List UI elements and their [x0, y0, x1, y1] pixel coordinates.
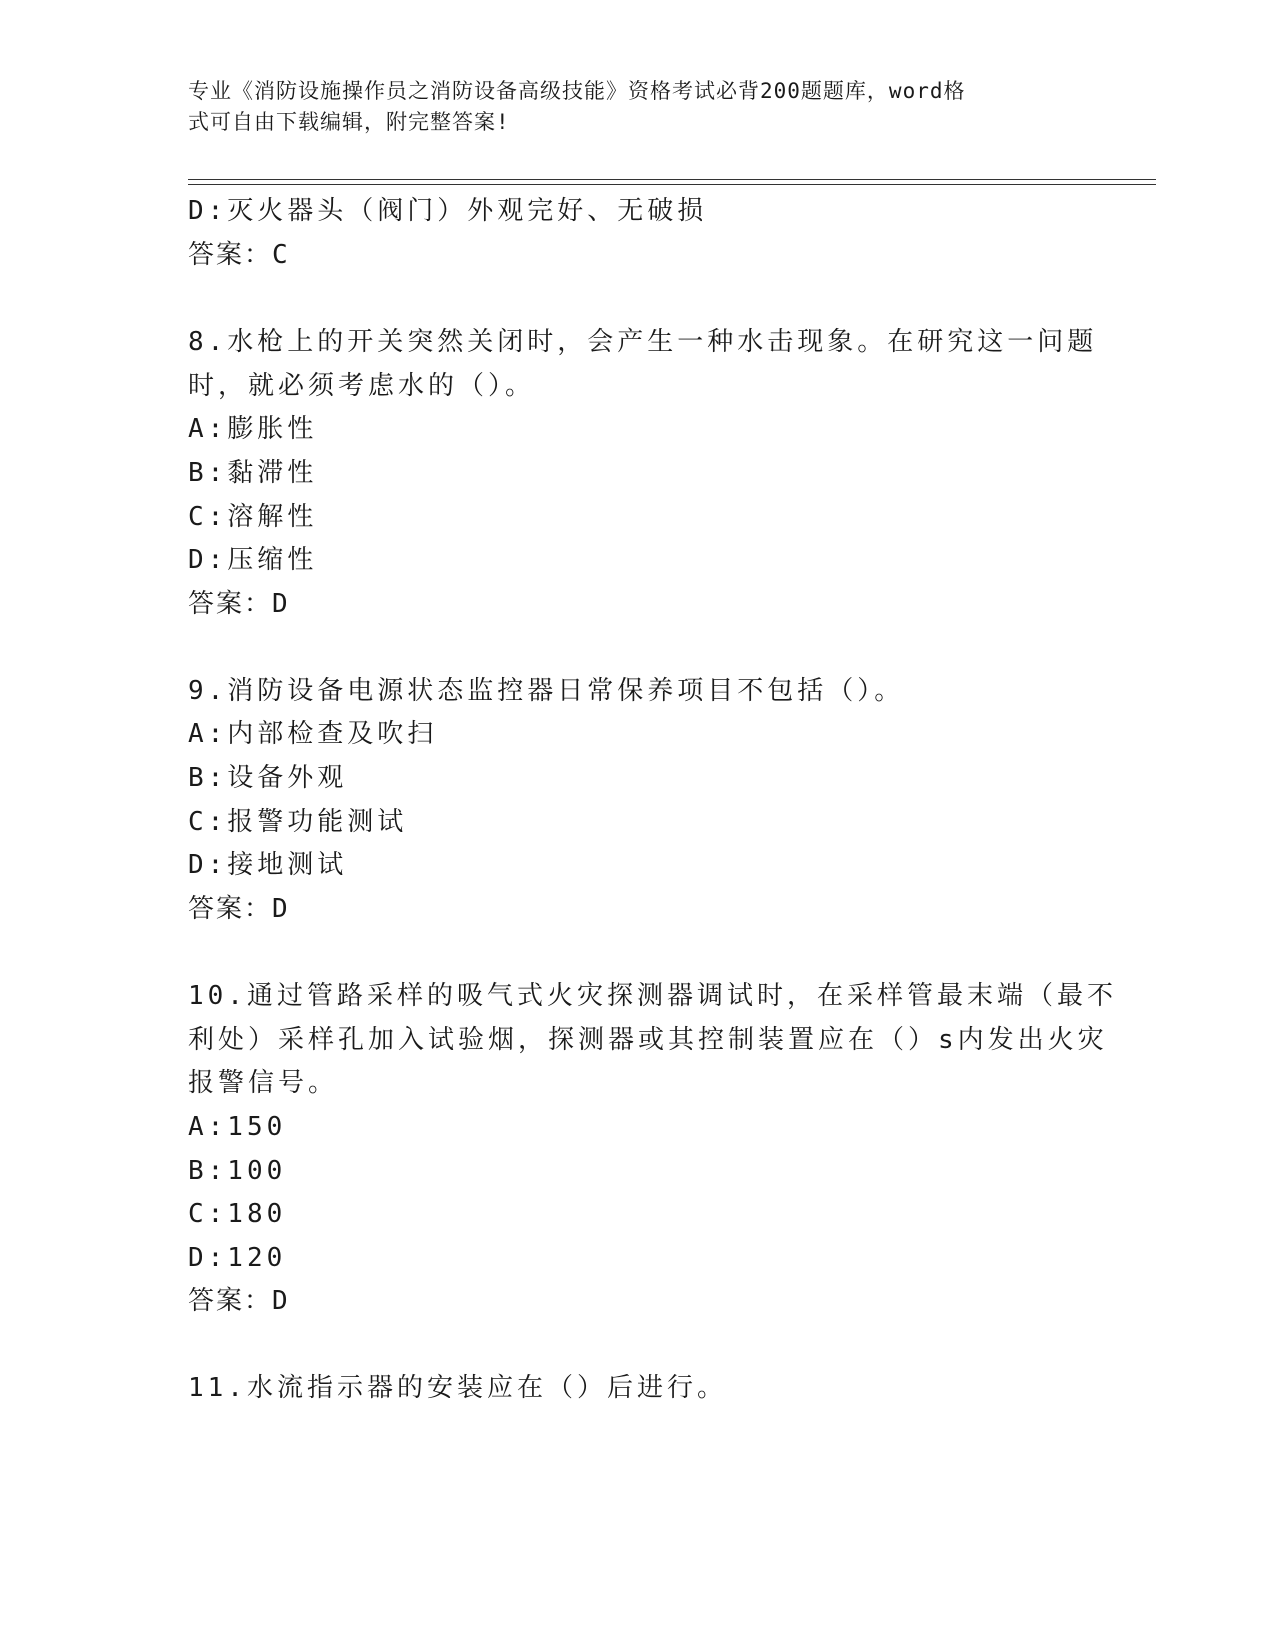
q10-option-d: D:120 [188, 1243, 287, 1273]
q9-option-d: D:接地测试 [188, 850, 348, 880]
q8-option-a: A:膨胀性 [188, 414, 318, 444]
q9-answer: 答案：D [188, 894, 290, 924]
q7-answer: 答案：C [188, 240, 290, 270]
q9-option-b: B:设备外观 [188, 763, 348, 793]
q8-stem-line-1: 8.水枪上的开关突然关闭时，会产生一种水击现象。在研究这一问题 [188, 327, 1098, 357]
q10-stem-line-2: 利处）采样孔加入试验烟，探测器或其控制装置应在（）s内发出火灾 [188, 1025, 1108, 1055]
q8-stem-line-2: 时，就必须考虑水的（）。 [188, 371, 536, 401]
header-divider-top [188, 179, 1156, 180]
q11-stem-line-1: 11.水流指示器的安装应在（）后进行。 [188, 1373, 727, 1403]
document-header [188, 76, 1088, 138]
header-divider-bottom [188, 184, 1156, 185]
q8-option-b: B:黏滞性 [188, 458, 318, 488]
q10-option-b: B:100 [188, 1156, 287, 1186]
q10-option-a: A:150 [188, 1112, 287, 1142]
header-line-2: 式可自由下载编辑，附完整答案! [188, 110, 510, 134]
q10-option-c: C:180 [188, 1199, 287, 1229]
q8-option-c: C:溶解性 [188, 502, 318, 532]
q10-stem-line-1: 10.通过管路采样的吸气式火灾探测器调试时，在采样管最末端（最不 [188, 981, 1117, 1011]
header-line-1: 专业《消防设施操作员之消防设备高级技能》资格考试必背200题题库，word格 [188, 79, 966, 103]
q10-answer: 答案：D [188, 1286, 290, 1316]
q9-option-c: C:报警功能测试 [188, 807, 408, 837]
q7-option-d: D:灭火器头（阀门）外观完好、无破损 [188, 196, 708, 226]
q9-stem-line-1: 9.消防设备电源状态监控器日常保养项目不包括（）。 [188, 676, 905, 706]
q8-option-d: D:压缩性 [188, 545, 318, 575]
q9-option-a: A:内部检查及吹扫 [188, 719, 438, 749]
q10-stem-line-3: 报警信号。 [188, 1068, 339, 1098]
q8-answer: 答案：D [188, 589, 290, 619]
